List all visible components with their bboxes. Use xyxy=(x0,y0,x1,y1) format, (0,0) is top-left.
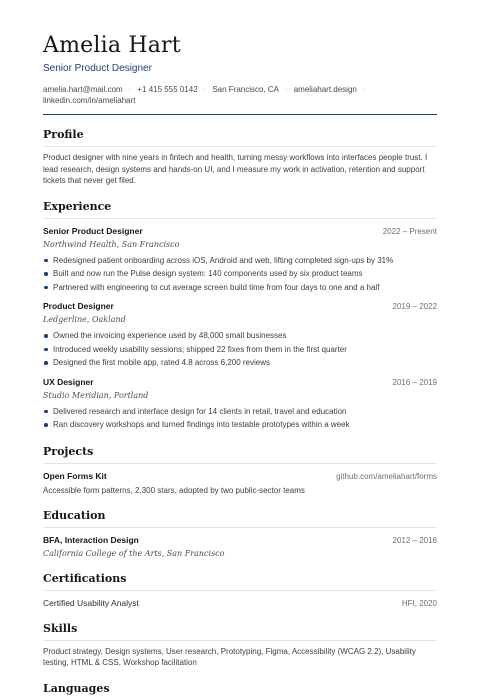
section-divider xyxy=(43,590,437,591)
bullet-item: Delivered research and interface design for 14 clients in retail, travel and education xyxy=(43,405,437,419)
job-company: Studio Meridian, Portland xyxy=(43,390,149,400)
separator: · xyxy=(203,85,207,94)
job-title: UX Designer xyxy=(43,376,94,387)
section-title-education: Education xyxy=(43,508,106,522)
section-title-certifications: Certifications xyxy=(43,571,127,585)
profile-text: Product designer with nine years in fintech and health, turning messy workflows into interfaces people trust. I lead research, design systems and hands-on UI, and I measure my work in activation, retention and support tickets that never get filed. xyxy=(43,153,428,185)
job-title: Product Designer xyxy=(43,301,114,311)
project-link[interactable]: github.com/ameliahart/forms xyxy=(336,471,437,481)
certification-entry xyxy=(43,598,437,609)
section-title-languages: Languages xyxy=(43,681,110,695)
job-bullets xyxy=(43,405,437,432)
job-company: Northwind Health, San Francisco xyxy=(43,239,180,249)
contact-linkedin[interactable]: linkedin.com/in/ameliahart xyxy=(43,96,136,105)
experience-entry xyxy=(43,301,437,370)
certification-issuer: HFI, 2020 xyxy=(401,598,437,608)
certifications-section xyxy=(43,572,437,609)
experience-entry xyxy=(43,226,437,295)
education-dates: 2012 – 2016 xyxy=(392,535,437,545)
education-section xyxy=(43,509,437,559)
contact-location: San Francisco, CA xyxy=(212,85,280,94)
bullet-item: Introduced weekly usability sessions; shipped 22 fixes from them in the first quarter xyxy=(43,343,437,357)
candidate-name: Amelia Hart xyxy=(43,33,181,58)
job-title: Senior Product Designer xyxy=(43,225,143,236)
profile-section xyxy=(43,128,437,187)
section-divider xyxy=(43,218,437,219)
section-divider xyxy=(43,463,437,464)
section-title-experience: Experience xyxy=(43,199,112,213)
section-title-profile: Profile xyxy=(43,128,84,141)
section-title-skills: Skills xyxy=(43,621,78,635)
contact-website[interactable]: ameliahart.design xyxy=(293,85,357,94)
job-bullets xyxy=(43,329,437,370)
bullet-item: Partnered with engineering to cut average screen build time from four days to one and a half xyxy=(43,281,437,295)
languages-section xyxy=(43,682,437,696)
separator: · xyxy=(285,85,288,94)
job-company: Ledgerline, Oakland xyxy=(43,315,126,324)
project-description: Accessible form patterns, 2,300 stars, adopted by two public-sector teams xyxy=(43,485,305,495)
education-entry xyxy=(43,535,437,559)
experience-section xyxy=(43,200,437,432)
resume-content xyxy=(43,32,437,696)
job-dates: 2022 – Present xyxy=(382,226,437,236)
contact-line xyxy=(43,84,437,106)
skills-text: Product strategy, Design systems, User research, Prototyping, Figma, Accessibility (WCAG 2.2), Usability testing, HTML & CSS, Workshop facilitation xyxy=(43,646,416,667)
certification-name: Certified Usability Analyst xyxy=(43,597,139,608)
projects-section xyxy=(43,445,437,496)
bullet-item: Designed the first mobile app, rated 4.8 across 6,200 reviews xyxy=(43,356,437,370)
bullet-item: Built and now run the Pulse design system: 140 components used by six product teams xyxy=(43,267,437,281)
contact-email[interactable]: amelia.hart@mail.com xyxy=(43,85,123,94)
section-divider xyxy=(43,527,437,528)
project-name: Open Forms Kit xyxy=(43,470,107,481)
project-entry xyxy=(43,471,437,496)
school-name: California College of the Arts, San Francisco xyxy=(43,548,225,558)
bullet-item: Ran discovery workshops and turned findings into testable prototypes within a week xyxy=(43,418,437,432)
contact-phone[interactable]: +1 415 555 0142 xyxy=(137,85,198,94)
job-dates: 2016 – 2019 xyxy=(392,377,437,387)
job-bullets xyxy=(43,254,437,295)
section-title-projects: Projects xyxy=(43,444,94,458)
bullet-item: Owned the invoicing experience used by 48,000 small businesses xyxy=(43,329,437,343)
candidate-role: Senior Product Designer xyxy=(43,63,152,74)
section-divider xyxy=(43,146,437,147)
separator: · xyxy=(128,85,132,94)
skills-section xyxy=(43,622,437,669)
header-divider xyxy=(43,114,437,115)
experience-entry xyxy=(43,377,437,432)
job-dates: 2019 – 2022 xyxy=(392,302,437,311)
bullet-item: Redesigned patient onboarding across iOS, Android and web, lifting completed sign-ups by 31% xyxy=(43,254,437,268)
separator: · xyxy=(362,85,366,94)
section-divider xyxy=(43,640,437,641)
degree-name: BFA, Interaction Design xyxy=(43,534,139,545)
